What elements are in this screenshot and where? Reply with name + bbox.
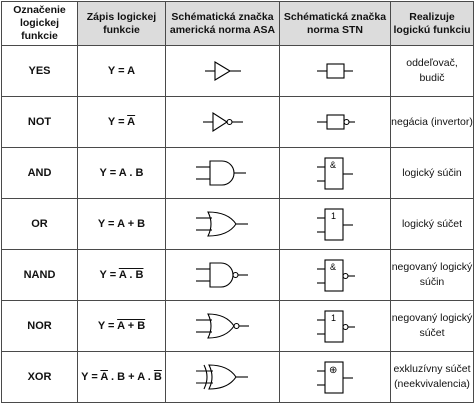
function-name: OR [2,199,78,250]
stn-nand-gate-icon [305,256,365,294]
function-name: NOT [2,97,78,148]
function-description: negovaný logický súčet [391,301,474,352]
asa-nand-gate-icon [188,258,258,292]
asa-symbol-cell [166,97,280,148]
function-description: oddeľovač, budič [391,46,474,97]
function-name: XOR [2,352,78,403]
table-row [2,97,474,148]
header-designation: Označenie logickej funkcie [2,2,78,46]
function-name: AND [2,148,78,199]
function-formula: Y = A . B [78,250,166,301]
asa-symbol-cell [166,148,280,199]
stn-symbol-cell [280,97,391,148]
function-name: NOR [2,301,78,352]
function-formula: Y = A . B [78,148,166,199]
table-row [2,148,474,199]
stn-or-gate-icon [305,205,365,243]
function-name: YES [2,46,78,97]
stn-symbol-label: & [330,262,337,272]
stn-symbol-cell [280,352,391,403]
stn-symbol-label: 1 [331,211,337,221]
function-description: negovaný logický súčin [391,250,474,301]
table-row [2,46,474,97]
stn-symbol-label: 1 [331,313,337,323]
header-asa-symbol: Schématická značka americká norma ASA [166,2,280,46]
stn-and-gate-icon [305,154,365,192]
asa-and-gate-icon [188,156,258,190]
function-formula: $Y = \overline{A}$ [78,97,166,148]
asa-symbol-cell [166,301,280,352]
asa-symbol-cell [166,46,280,97]
asa-not-gate-icon [193,107,253,137]
stn-symbol-cell [280,199,391,250]
stn-xor-gate-icon [305,358,365,396]
function-description: exkluzívny súčet (neekvivalencia) [391,352,474,403]
header-notation: Zápis logickej funkcie [78,2,166,46]
table-row [2,250,474,301]
header-stn-symbol: Schématická značka norma STN [280,2,391,46]
stn-nor-gate-icon [305,307,365,345]
asa-or-gate-icon [188,207,258,241]
table-row [2,301,474,352]
function-description: logický súčet [391,199,474,250]
function-formula: Y = A [78,46,166,97]
function-description: negácia (invertor) [391,97,474,148]
header-function: Realizuje logickú funkciu [391,2,474,46]
function-formula: Y = A + B [78,301,166,352]
asa-symbol-cell [166,352,280,403]
stn-symbol-cell [280,301,391,352]
logic-functions-table [1,1,474,403]
stn-not-gate-icon [305,107,365,137]
asa-symbol-cell [166,250,280,301]
function-description: logický súčin [391,148,474,199]
stn-buffer-gate-icon [305,56,365,86]
stn-symbol-cell [280,46,391,97]
function-name: NAND [2,250,78,301]
stn-symbol-label: ⊕ [329,365,338,376]
stn-symbol-cell [280,250,391,301]
stn-symbol-cell [280,148,391,199]
function-formula: $Y = \overline{A}$ . B + A . $\overline{B}$ [78,352,166,403]
table-row [2,199,474,250]
asa-xor-gate-icon [188,360,258,394]
asa-nor-gate-icon [188,309,258,343]
table-row [2,352,474,403]
stn-symbol-label: & [330,160,337,170]
header-row [2,2,474,46]
asa-buffer-gate-icon [193,56,253,86]
asa-symbol-cell [166,199,280,250]
function-formula: Y = A + B [78,199,166,250]
